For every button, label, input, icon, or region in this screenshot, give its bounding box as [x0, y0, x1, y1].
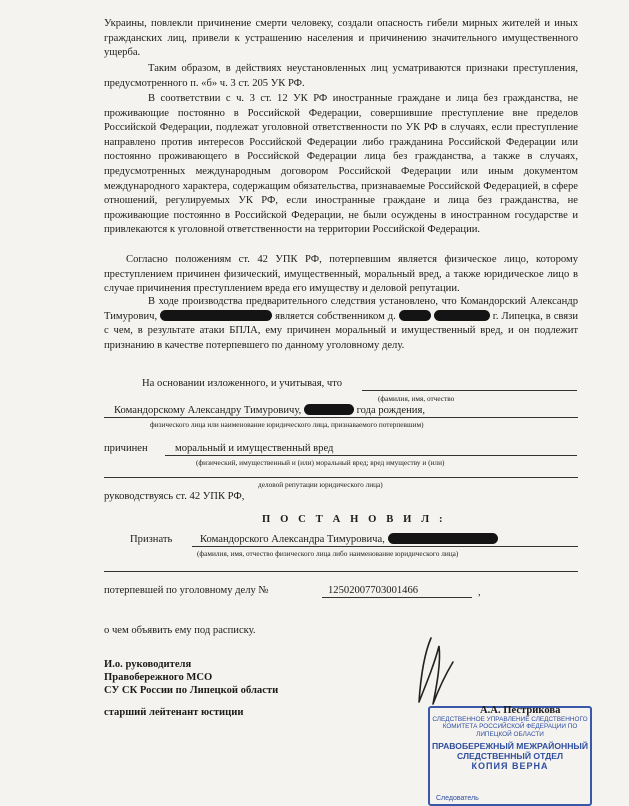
stamp-department: ПРАВОБЕРЕЖНЫЙ МЕЖРАЙОННЫЙ СЛЕДСТВЕННЫЙ ОТДЕЛ: [431, 741, 589, 762]
basis-underline: [362, 390, 577, 391]
copy-certified-stamp: [428, 706, 592, 806]
harm-underline: [165, 455, 577, 456]
reputation-caption: деловой репутации юридического лица): [258, 480, 383, 489]
stamp-authority: СЛЕДСТВЕННОЕ УПРАВЛЕНИЕ СЛЕДСТВЕННОГО КОМИТЕТА РОССИЙСКОЙ ФЕДЕРАЦИИ ПО ЛИПЕЦКОЙ ОБЛАСТИ: [432, 716, 588, 738]
recognized-second-line: [104, 571, 578, 572]
harm-caption: (физический, имущественный и (или) моральный вред; вред имуществу и (или): [196, 458, 445, 467]
redacted-street: [434, 310, 490, 321]
case-label: потерпевшей по уголовному делу №: [104, 585, 269, 596]
finding-text-start: В ходе производства предварительного следствия установлено, что Командорский Александр Тимурович,: [104, 296, 578, 322]
redacted-victim-birth-date: [304, 404, 354, 415]
paragraph-investigation-finding: [104, 295, 578, 353]
victim-name-line: [114, 404, 425, 417]
redacted-birth-date: [160, 310, 272, 321]
recognized-underline: [192, 546, 578, 547]
signatory-name: А.А. Пестрикова: [480, 705, 561, 716]
finding-text-end: г. Липецка, в связи с чем, в результате атаки БПЛА, ему причинен моральный и имущественный вред, и он подлежит признанию в качестве потерпевшего по данному уголовному делу.: [104, 310, 578, 351]
stamp-copy-verified: КОПИЯ ВЕРНА: [471, 761, 549, 772]
rank: старший лейтенант юстиции: [104, 707, 244, 718]
position-line-1: И.о. руководителя: [104, 659, 192, 670]
redacted-recognized-birth: [388, 533, 498, 544]
paragraph-crime-qualification: Таким образом, в действиях неустановленных лиц усматриваются признаки преступления, предусмотренного п. «б» ч. 3 ст. 205 УК РФ.: [104, 63, 578, 89]
position-line-2: Правобережного МСО: [104, 672, 213, 683]
paragraph-victim-definition: Согласно положениям ст. 42 УПК РФ, потерпевшим является физическое лицо, которому преступлением причинен физический, имущественный, моральный вред, а также юридическое лицо в случае причинения преступлением вреда его имуществу и деловой репутации.: [104, 254, 578, 295]
handwritten-signature: [405, 632, 465, 717]
caused-label: причинен: [104, 443, 148, 454]
birth-suffix: года рождения,: [356, 405, 425, 416]
case-underline: [322, 597, 472, 598]
recognized-name-line: [200, 533, 498, 546]
paragraph-terror-consequences: Украины, повлекли причинение смерти человеку, создали опасность гибели мирных жителей и иных гражданских лиц, привели к устрашению населения и причинению значительного имущественного ущерба.: [104, 18, 578, 59]
stamp-investigator: Следователь: [436, 795, 479, 802]
harm-value: моральный и имущественный вред: [175, 443, 334, 454]
notify-text: о чем объявить ему под расписку.: [104, 625, 256, 636]
case-comma: ,: [478, 587, 481, 598]
basis-label: На основании изложенного, и учитывая, что: [142, 378, 343, 389]
harm-second-line: [104, 477, 578, 478]
recognized-name: Командорского Александра Тимуровича,: [200, 534, 385, 545]
victim-name: Командорскому Александру Тимуровичу,: [114, 405, 302, 416]
recognize-label: Признать: [130, 534, 173, 545]
position-line-3: СУ СК России по Липецкой области: [104, 685, 279, 696]
name-caption: (фамилия, имя, отчество физического лица либо наименование юридического лица): [197, 549, 459, 558]
finding-text-owner: является собственником д.: [275, 310, 396, 322]
redacted-house-number: [399, 310, 431, 321]
case-number: 12502007703001466: [328, 585, 419, 596]
person-caption: физического лица или наименование юридического лица, признаваемого потерпевшим): [150, 420, 424, 429]
victim-underline: [104, 417, 578, 418]
decision-heading: П О С Т А Н О В И Л :: [262, 514, 447, 525]
fio-caption: (фамилия, имя, отчество: [378, 394, 455, 403]
paragraph-jurisdiction: В соответствии с ч. 3 ст. 12 УК РФ иностранные граждане и лица без гражданства, не проживающие постоянно в Российской Федерации, совершившие преступление вне пределов Российской Федерации, подлежат уголовной ответственности по УК РФ в случаях, если преступление направлено против интересов Российской Федерации либо гражданина Российской Федерации или постоянно проживающего в Российской Федерации лица без гражданства, а также в случаях, предусмотренных международным договором Российской Федерации или иным документом международного характера, содержащим обязательства, признаваемые Российской Федерацией, в сфере отношений, регулируемых УК РФ, если иностранные граждане и лица без гражданства, не проживающие постоянно в Российской Федерации, не были осуждены в иностранном государстве и привлекаются к уголовной ответственности на территории Российской Федерации.: [104, 93, 578, 236]
guided-label: руководствуясь ст. 42 УПК РФ,: [104, 491, 245, 502]
